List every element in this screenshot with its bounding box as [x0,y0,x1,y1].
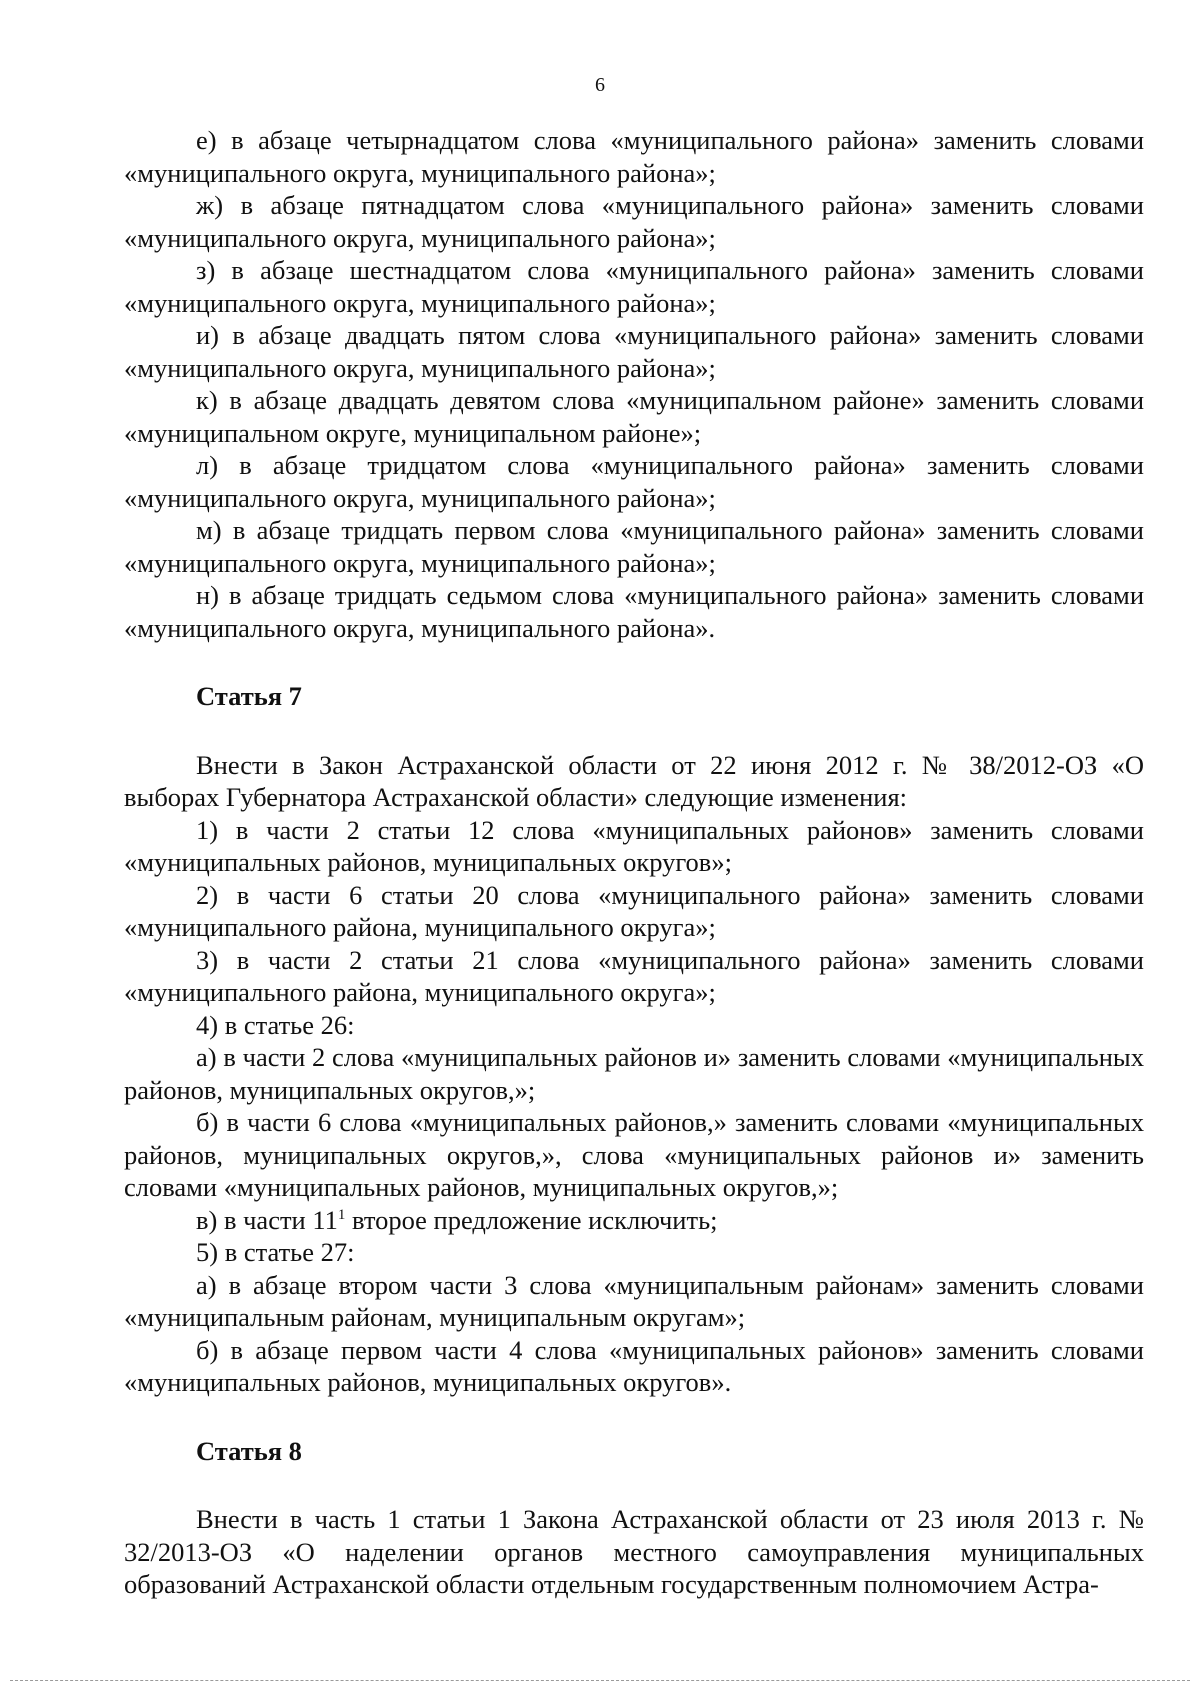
article-7-item-4: 4) в статье 26: [196,1009,355,1040]
page-bottom-edge-line [10,1680,1190,1681]
page-number: 6 [595,74,605,96]
article-7-item-5b: б) в абзаце первом части 4 слова «муниципальных районов» заменить словами «муниципальных районов, муниципальных округов». [124,1334,1144,1397]
paragraph-item-k: к) в абзаце двадцать девятом слова «муниципальном районе» заменить словами «муниципальном округе, муниципальном районе»; [124,385,1144,448]
paragraph-item-n: н) в абзаце тридцать седьмом слова «муниципального района» заменить словами «муниципального округа, муниципального района». [124,580,1144,643]
article-7-item-2: 2) в части 6 статьи 20 слова «муниципального района» заменить словами «муниципального района, муниципального округа»; [124,879,1144,942]
article-7-heading: Статья 7 [196,681,302,711]
paragraph-item-l: л) в абзаце тридцатом слова «муниципального района» заменить словами «муниципального округа, муниципального района»; [124,450,1144,513]
article-7-item-5a: а) в абзаце втором части 3 слова «муниципальным районам» заменить словами «муниципальным районам, муниципальным округам»; [124,1269,1144,1332]
item-4v-prefix: в) в части 11 [196,1204,338,1235]
article-8-heading: Статья 8 [196,1435,302,1466]
article-7-intro: Внести в Закон Астраханской области от 22 июня 2012 г. № 38/2012-ОЗ «О выборах Губернатора Астраханской области» следующие изменения: [124,749,1144,812]
article-8-intro: Внести в часть 1 статьи 1 Закона Астраханской области от 23 июля 2013 г. № 32/2013-ОЗ «О наделении органов местного самоуправления муниципальных образований Астраханской области отдельным государственным полномочием Астра- [124,1504,1144,1599]
paragraph-item-e: е) в абзаце четырнадцатом слова «муниципального района» заменить словами «муниципального округа, муниципального района»; [124,125,1144,188]
article-7-item-4a: а) в части 2 слова «муниципальных районов и» заменить словами «муниципальных районов, муниципальных округов,»; [124,1042,1144,1105]
document-body [124,124,1144,1601]
item-4v-suffix: второе предложение исключить; [345,1204,718,1235]
paragraph-item-zh: ж) в абзаце пятнадцатом слова «муниципального района» заменить словами «муниципального округа, муниципального района»; [124,190,1144,253]
article-7-item-4b: б) в части 6 слова «муниципальных районов,» заменить словами «муниципальных районов, муниципальных округов,», слова «муниципальных районов и» заменить словами «муниципальных районов, муниципальных округов,»; [124,1107,1144,1202]
article-7-item-4v [124,1204,1144,1237]
paragraph-item-m: м) в абзаце тридцать первом слова «муниципального района» заменить словами «муниципального округа, муниципального района»; [124,515,1144,578]
paragraph-item-i: и) в абзаце двадцать пятом слова «муниципального района» заменить словами «муниципального округа, муниципального района»; [124,320,1144,383]
article-7-item-1: 1) в части 2 статьи 12 слова «муниципальных районов» заменить словами «муниципальных районов, муниципальных округов»; [124,814,1144,877]
article-7-item-5: 5) в статье 27: [196,1237,355,1267]
item-4v-superscript: 1 [337,1206,346,1223]
paragraph-item-z: з) в абзаце шестнадцатом слова «муниципального района» заменить словами «муниципального округа, муниципального района»; [124,255,1144,318]
article-7-item-3: 3) в части 2 статьи 21 слова «муниципального района» заменить словами «муниципального района, муниципального округа»; [124,944,1144,1007]
